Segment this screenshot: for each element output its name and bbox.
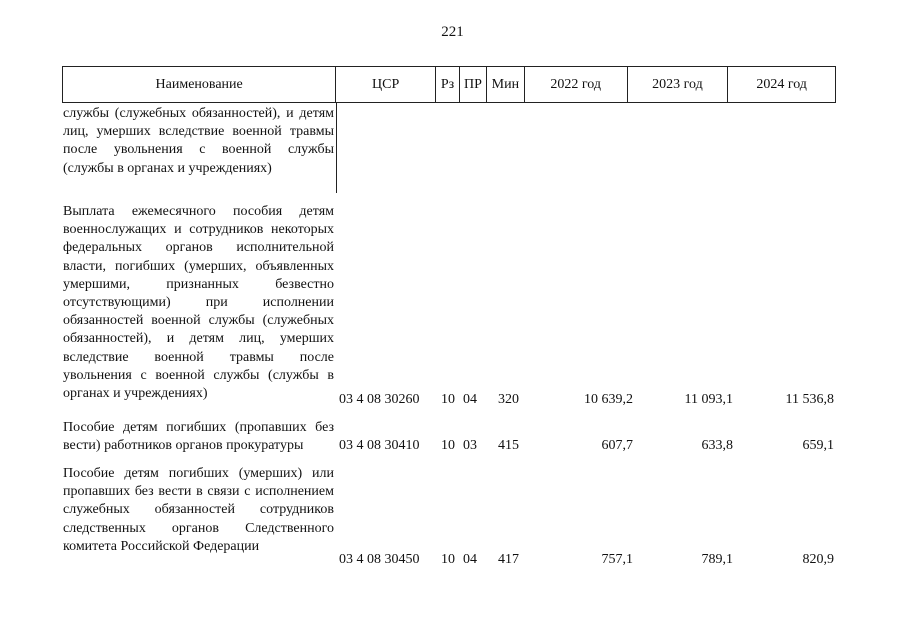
row-2-name: Пособие детям погибших (пропавших без вести) работников органов прокуратуры [63,420,334,454]
header-year-2023: 2023 год [628,67,729,102]
row-1-min: 320 [498,392,519,407]
row-1-csr: 03 4 08 30260 [339,392,420,407]
row-3-rz: 10 [441,552,455,567]
row-1-y2023: 11 093,1 [684,392,733,407]
row-2-csr: 03 4 08 30410 [339,438,420,453]
row-1-name: Выплата ежемесячного пособия детям военнослужащих и сотрудников некоторых федеральных органов исполнительной власти, погибших (умерших, объявленных умершими, признанных безвестно отсутствующими) при исполнении обязанностей военной службы (служебных обязанностей), и детям лиц, умерших вследствие военной травмы после увольнения с военной службы (службы в органах и учреждениях) [63,204,334,402]
row-2-min: 415 [498,438,519,453]
table-header [62,66,836,103]
row-1-y2022: 10 639,2 [584,392,633,407]
column-divider [336,103,337,193]
row-1-y2024: 11 536,8 [785,392,834,407]
header-year-2022: 2022 год [525,67,628,102]
row-2-y2022: 607,7 [601,438,633,453]
row-2-pr: 03 [463,438,477,453]
header-pr: ПР [460,67,487,102]
row-3-name: Пособие детям погибших (умерших) или пропавших без вести в связи с исполнением служебных обязанностей сотрудников следственных органов Следственного комитета Российской Федерации [63,466,334,554]
row-3-y2024: 820,9 [802,552,834,567]
row-3-pr: 04 [463,552,477,567]
page-number: 221 [441,24,464,40]
header-min: Мин [487,67,525,102]
row-2-rz: 10 [441,438,455,453]
row-3-y2022: 757,1 [601,552,633,567]
row-continuation-name: службы (служебных обязанностей), и детям лиц, умерших вследствие военной травмы после увольнения с военной службы (службы в органах и учреждениях) [63,106,334,176]
header-name: Наименование [63,67,336,102]
row-2-y2023: 633,8 [701,438,733,453]
header-year-2024: 2024 год [756,76,807,92]
header-csr: ЦСР [336,67,436,102]
row-3-min: 417 [498,552,519,567]
header-rz: Рз [436,67,460,102]
row-1-rz: 10 [441,392,455,407]
row-2-y2024: 659,1 [802,438,834,453]
row-1-pr: 04 [463,392,477,407]
row-3-csr: 03 4 08 30450 [339,552,420,567]
row-3-y2023: 789,1 [701,552,733,567]
